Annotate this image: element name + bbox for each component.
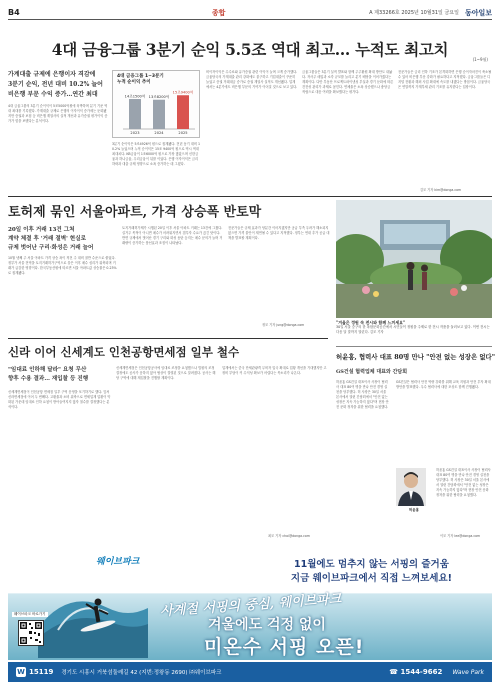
chart-bar	[153, 100, 165, 129]
portrait-illustration	[396, 468, 426, 506]
chart-title-line: 4대 금융그룹 1~3분기	[117, 74, 164, 79]
chart-tick-label: 2024	[154, 131, 164, 135]
story2-body-col3	[228, 226, 330, 322]
portrait-caption: 허윤홍	[408, 508, 420, 512]
story2-subhead	[8, 226, 118, 253]
story3-body-col2	[116, 366, 218, 538]
story3-subhead	[8, 366, 118, 384]
story4-reporter: 이모 기자 lee@donga.com	[440, 534, 481, 538]
page-number: B4	[8, 8, 20, 17]
story1-body-col1	[8, 104, 108, 192]
section-divider	[8, 196, 492, 197]
executive-portrait	[396, 468, 426, 506]
chart-tick-label: 2025	[178, 131, 188, 135]
story2-reporter: 정모 기자 jung@donga.com	[262, 323, 305, 327]
story1-subhead-line: 가계대출 규제에 은행이자 격감에	[8, 71, 96, 78]
story2-body-col2	[122, 226, 224, 328]
story3-subhead-line: 향후 수용 결과… 재입찰 등 진행	[8, 376, 89, 382]
photo-caption	[336, 320, 492, 342]
story1-body-text: 4대 금융그룹의 3분기 순이익이 5조5000억원에 육박하며 분기 기준 역대 최대를 기록했다. 가계대출 규제로 은행의 이자이익 증가세는 둔화됐지만 증권과 보험 등 비은행 계열사의 실적 개선과 유가증권 평가이익 증가가 힘을 보탰다는 분석이다.	[8, 104, 108, 124]
story4-body-text: 허윤홍 GS건설 대표이사 사장이 협력사 대표 80여 명을 만나 안전 경영 실천을 당부했다. 허 사장은 30일 서울 본사에서 열린 간담회에서 "안전 없는 성장은 지속 가능하지 않다"며 현장 안전 문화 정착을 위한 협력을 요청했다.	[436, 468, 491, 498]
photo-caption-body: 30일 서울 중구의 한 복합문화공간에서 시민들이 정원을 주제로 한 전시 작품을 둘러보고 있다. 이번 전시는 다음 달 말까지 열린다. 김모 기자	[336, 325, 490, 334]
chart-bar	[129, 99, 141, 129]
story2-subhead-line: 계약 체결 후 '거래 절벽' 현실로	[8, 236, 87, 242]
story4-body-col2	[396, 380, 492, 464]
ad-topline-2: 지금 웨이브파크에서 직접 느껴보세요!	[290, 573, 452, 584]
story3-body-col1	[8, 390, 112, 538]
story2-body-text: 토지거래허가제가 시행된 20일 이후 서울 아파트 거래는 13건에 그쳤다. 실거주 목적이 아니면 매수가 어려워지면서 갭투자 수요가 끊긴 탓이다. 반면 규제에서 벗어난 경기 구리와 화성 동탄 등지는 매수 문의가 늘며 거래량이 증가하는 풍선효과 조짐이 나타났다.	[122, 226, 223, 246]
section-divider	[8, 338, 328, 339]
story2-body-text: 전문가들은 규제 효과가 당분간 이어지겠지만 공급 부족 우려가 해소되지 않으면 가격 불안이 재연될 수 있다고 지적했다. 정부는 연내 추가 공급 대책을 발표할 계획이다.	[228, 226, 330, 241]
qr-label: 웨이브파크 바로가기	[14, 612, 46, 616]
story1-body-text: 전문가들은 금리 인하 기조가 본격화하면 은행 순이자마진이 축소될 수 있어 비은행 부문 강화가 필요하다고 지적했다. 금융그룹들은 디지털 전환과 해외 사업 확대에 속도를 내겠다는 방침이다. 금융당국은 연말까지 가계부채 관리 기조를 유지한다는 입장이다.	[398, 70, 492, 90]
ad-brand-logo: 웨이브파크	[96, 557, 140, 567]
ad-footer-address: 경기도 시흥시 거북섬둘레길 42 (지번:정왕동 2690) ㈜웨이브파크	[61, 670, 222, 676]
story4-body-col3	[436, 468, 492, 534]
ad-footer-brand: Wave Park	[452, 668, 484, 676]
garden-exhibition-photo	[336, 200, 492, 318]
ad-footer-bar	[8, 662, 492, 682]
story3-headline: 신라 이어 신세계도 인천공항면세점 일부 철수	[8, 345, 240, 359]
story4-subhead-line: GS건설 협력업체 대표와 간담회	[336, 369, 408, 375]
story1-subhead-line: 3분기 순익, 전년 대비 10.2% 늘어	[8, 81, 103, 88]
surfer-illustration	[38, 568, 148, 658]
ad-slogan-1: 겨울에도 걱정 없이	[208, 617, 326, 633]
section-divider	[336, 346, 492, 347]
story1-subhead-line: 비은행 부문 수익 증가…연간 최대	[8, 91, 98, 98]
chart-data-label: 13조8200억	[148, 95, 170, 100]
story3-body-text: 신세계면세점은 인천공항공사에 임대료 조정을 요청했으나 법원의 조정 결정에도 공사가 응하지 않아 협상이 결렬된 것으로 알려졌다. 공사는 해당 구역에 대해 재입찰을 진행할 계획이다.	[116, 366, 216, 381]
ad-footer-phone[interactable]: ☎ 1544-9662	[389, 668, 443, 676]
ad-topline	[291, 558, 452, 586]
story1-body-text: 3분기 순이익은 5조4926억 원으로 집계됐다. 전년 동기 대비 10.2% 늘었으며 누적 순이익은 15조 9400억 원으로 역시 역대 최대치다. KB금융이 1조6000억 원으로 가장 많았으며 신한금융과 하나금융, 우리금융이 뒤를 이었다. 은행 이자이익은 금리 하락과 대출 규제 영향으로 소폭 증가하는 데 그쳤다.	[112, 142, 200, 167]
profit-chart	[112, 70, 200, 138]
ad-slogan-script: 사계절 서핑의 중심, 웨이브파크	[159, 591, 342, 620]
story2-body-text: 10월 넷째 주 서울 아파트 가격 상승 폭이 직전 주 대비 절반 수준으로 줄었다. 정부가 서울 전역을 토지거래허가구역으로 묶은 이후 매수 심리가 위축되며 거래가 급감한 영향이다. 한국부동산원에 따르면 서울 아파트값 상승률은 0.23%로 집계됐다.	[8, 256, 117, 276]
story4-headline: 허윤홍, 협력사 대표 80명 만나 "안전 없는 성장은 없다"	[336, 353, 496, 361]
qr-code[interactable]	[18, 620, 44, 646]
story3-body-col3	[222, 366, 328, 530]
story1-body-col2	[112, 142, 200, 192]
photo-caption-title: "겨울은 정원 속 전시와 함께 느끼세요"	[336, 320, 406, 325]
story1-body-col4	[302, 70, 394, 192]
chart-tick-label: 2023	[130, 131, 140, 135]
issue-date: A 제33266호 2025년 10월31일 금요일	[369, 10, 459, 16]
section-label: 종합	[211, 8, 226, 17]
chart-data-label: 14조1500억	[124, 94, 146, 99]
story3-body-text: 신세계면세점이 인천공항 면세점 일부 구역 운영을 포기하기로 했다. 앞서 신라면세점에 이어 두 번째다. 고환율과 소비 위축으로 면세업계 업황이 악화된 가운데 임대료 인하 요청이 받아들여지지 않자 철수를 결정했다는 분석이다.	[8, 390, 111, 410]
story1-note: (1~9월)	[472, 57, 488, 62]
story2-headline: 토허제 묶인 서울아파트, 가격 상승폭 반토막	[8, 205, 262, 220]
story4-body-col1	[336, 380, 390, 534]
story2-subhead-line: 20일 이후 거래 13건 그쳐	[8, 227, 75, 233]
story1-body-col5	[398, 70, 492, 186]
ad-footer-logo	[16, 667, 53, 677]
chart-bar	[177, 95, 189, 129]
chart-plot	[113, 71, 201, 139]
story1-body-col3	[206, 70, 298, 192]
ad-topline-1: 11월에도 멈추지 않는 서핑의 즐거움	[293, 559, 449, 570]
ad-footer-code: 15119	[29, 668, 54, 676]
story4-body-text: 허윤홍 GS건설 대표이사 사장이 협력사 대표 80여 명을 만나 안전 경영 실천을 당부했다. 허 사장은 30일 서울 본사에서 열린 간담회에서 "안전 없는 성장은 지속 가능하지 않다"며 현장 안전 문화 정착을 위한 협력을 요청했다.	[336, 380, 389, 410]
story1-body-text: 금융그룹들은 3분기 실적 발표와 함께 주주환원 확대 방안도 내놨다. 자사주 매입과 소각 규모를 늘리고 분기 배당을 이어가겠다는 계획이다. 다만 부동산 프로젝트파이낸싱 부실과 경기 둔화에 따른 건전성 관리가 과제로 꼽힌다. 연체율은 소폭 상승했으나 충당금 적립으로 대응 여력을 확보했다는 평가다.	[302, 70, 394, 95]
newspaper-logo: 동아일보	[464, 7, 492, 17]
story4-subhead	[336, 368, 492, 377]
story3-body-text: 업계에서는 중국 단체관광객 무비자 입국 확대로 업황 개선을 기대했지만 고정비 부담이 커 수익성 확보가 어렵다는 목소리가 나온다.	[222, 366, 327, 376]
story1-reporter: 김모 기자 kim@donga.com	[420, 188, 462, 192]
chart-data-label: 15조9400억	[172, 90, 194, 95]
masthead	[8, 6, 492, 20]
ad-slogan-2: 미온수 서핑 오픈!	[204, 636, 365, 658]
wave-icon: W	[17, 668, 25, 676]
story1-headline: 4대 금융그룹 3분기 순익 5.5조 역대 최고… 누적도 최고치	[51, 40, 449, 59]
story4-body-text: GS건설은 협력사 안전 역량 강화를 위해 교육 지원과 안전 투자 확대 방안을 발표했다. 우수 협력사에 대한 포상도 함께 진행됐다.	[396, 380, 491, 390]
chart-title-line: 누적 순이익 추이	[117, 80, 151, 85]
photo-illustration	[336, 200, 492, 318]
wavepark-advertisement	[8, 548, 492, 660]
story1-subhead	[8, 70, 108, 100]
qr-pattern	[19, 621, 43, 645]
story3-reporter: 최모 기자 choi@donga.com	[268, 534, 310, 538]
story2-body-col1	[8, 256, 118, 328]
story1-body-text: 비이자이익은 수수료와 유가증권 관련 이익이 늘며 크게 증가했다. 금융당국의 가계대출 관리 강화에도 불구하고 기업대출이 꾸준히 늘었고 증권 거래대금 증가로 증권 계열사 실적도 개선됐다. 업계에서는 4분기에도 비은행 부문의 기여가 이어질 것으로 보고 있다.	[206, 70, 298, 90]
story3-subhead-line: "임대료 인하해 달라" 요청 무산	[8, 367, 87, 373]
story2-subhead-line: 규제 벗어난 구리·화성은 거래 늘어	[8, 245, 94, 251]
